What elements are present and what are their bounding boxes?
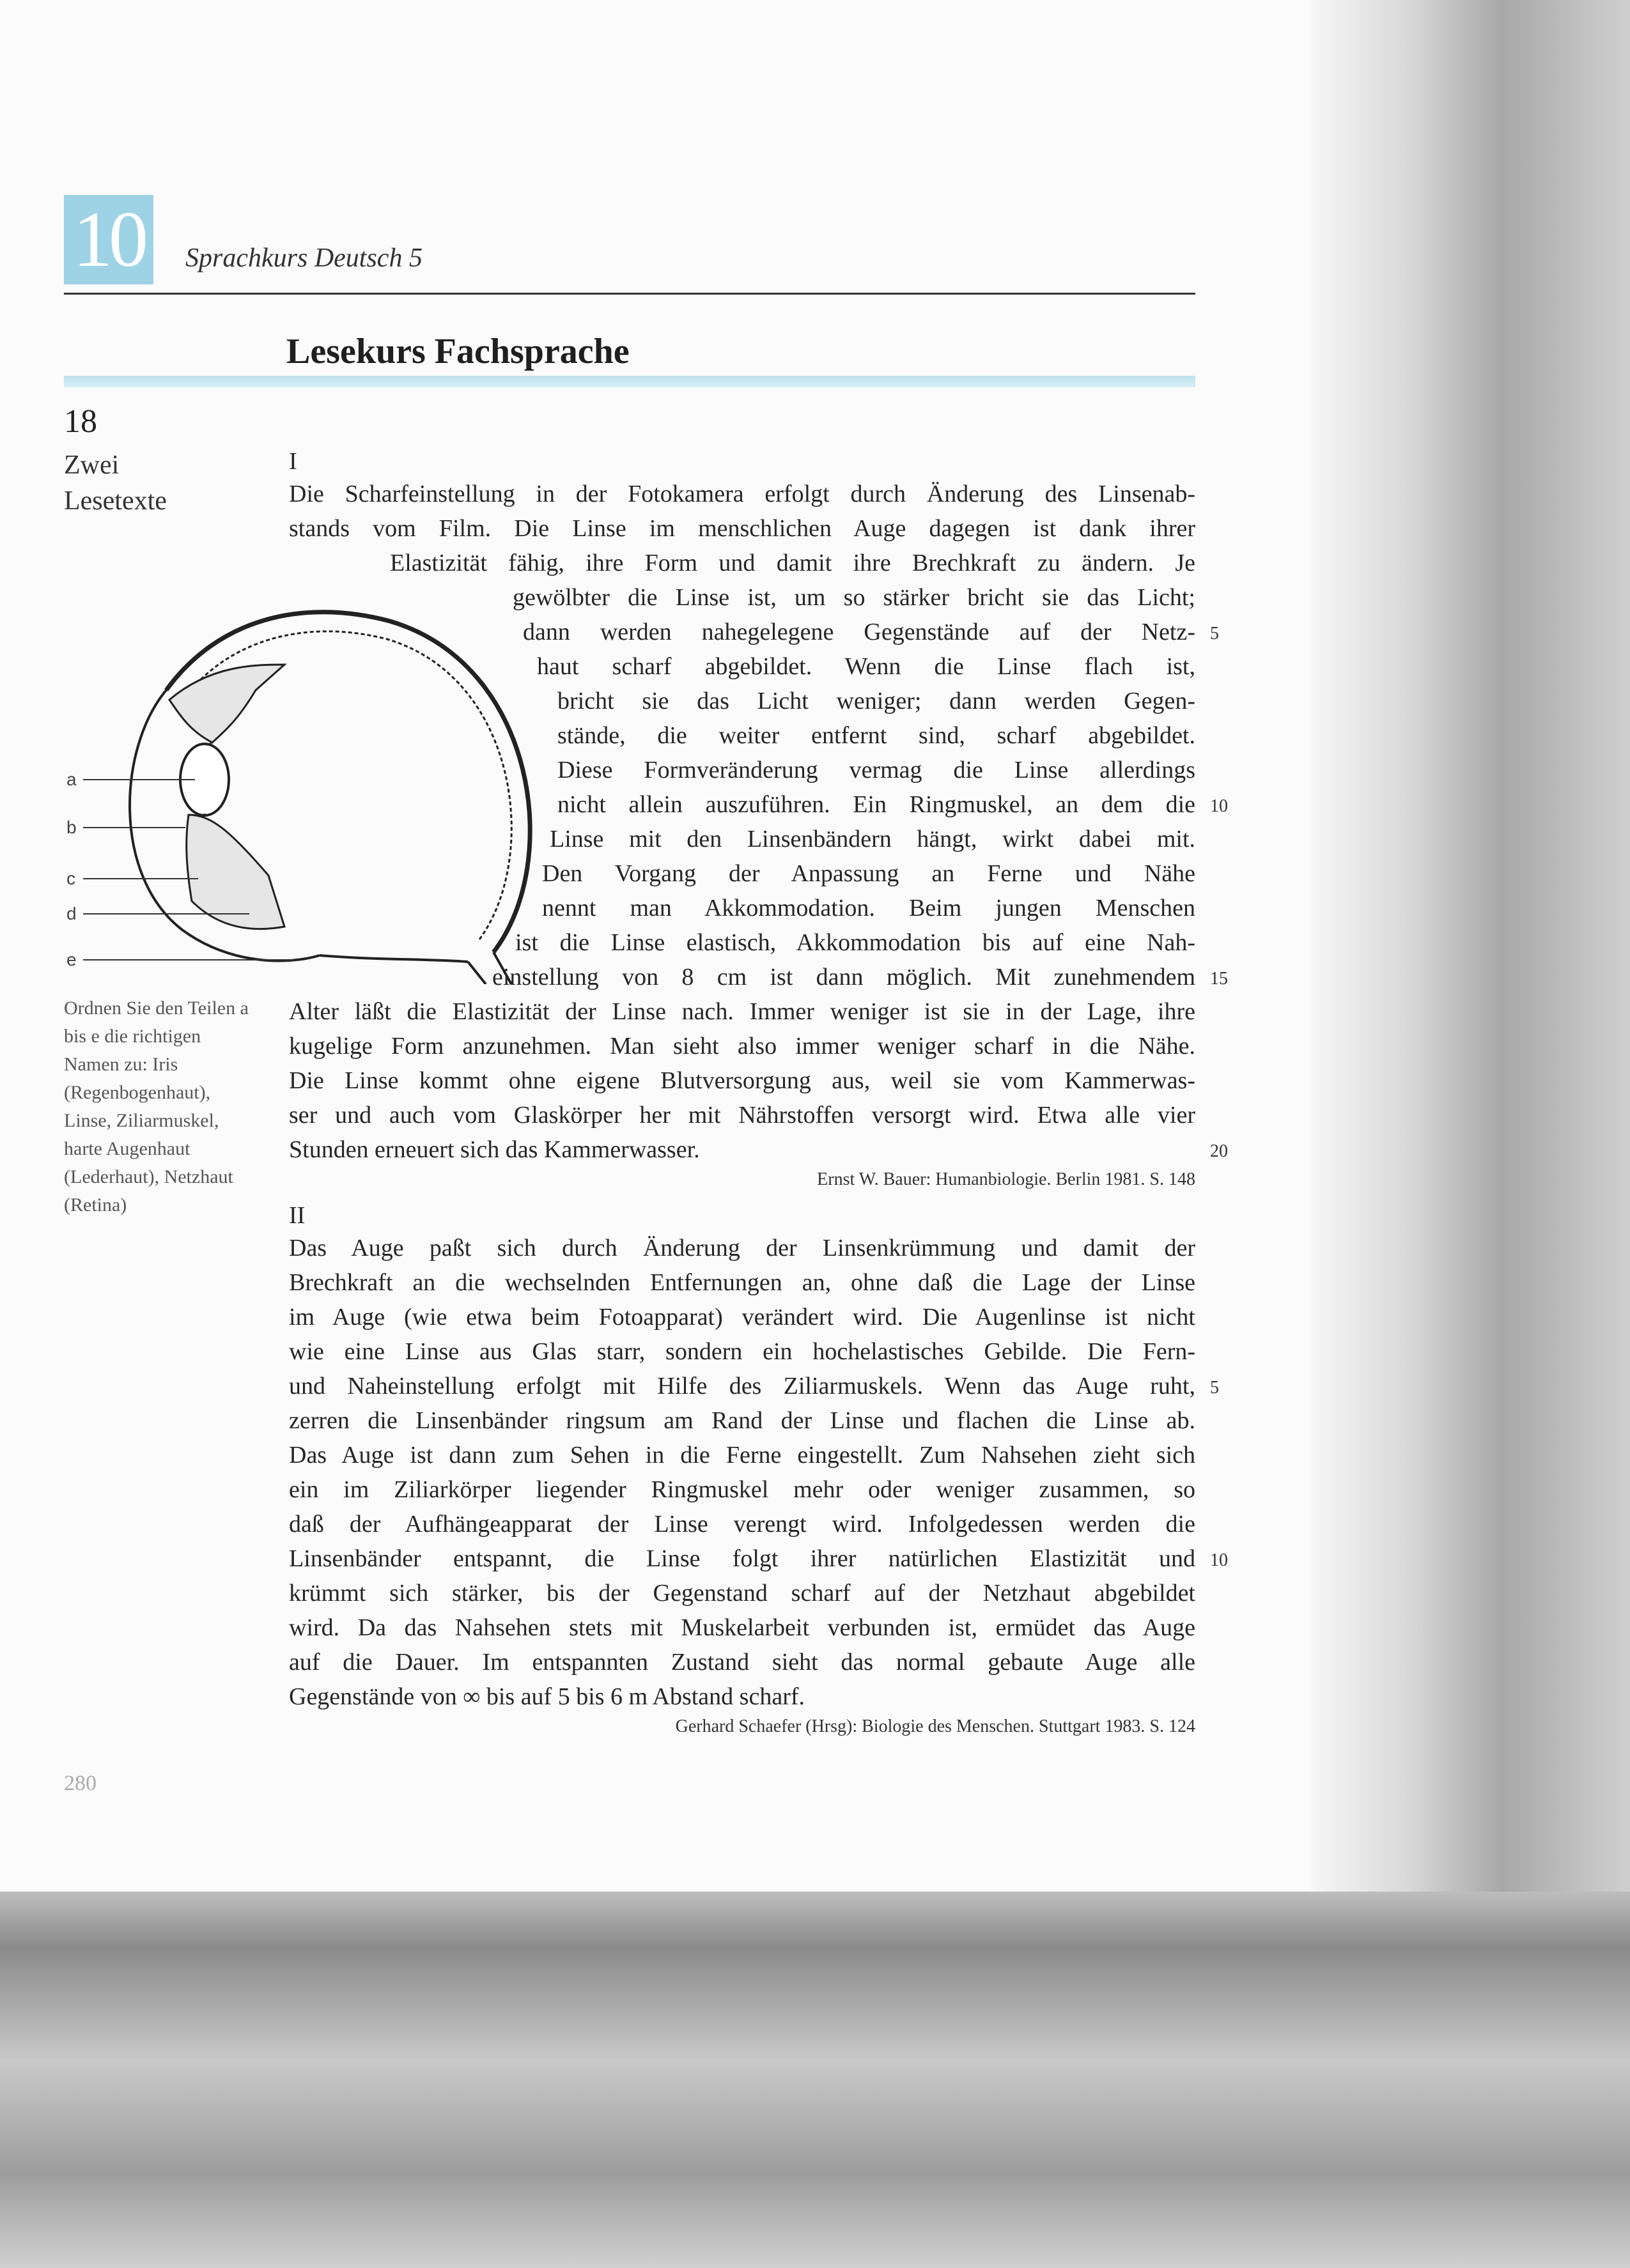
text2-line: Linsenbänder entspannt, die Linse folgt ihrer natürlichen Elastizität und — [289, 1545, 1195, 1572]
text2-line: krümmt sich stärker, bis der Gegenstand scharf auf der Netzhaut abgebildet — [289, 1580, 1195, 1607]
section-label-line1: Zwei — [64, 451, 120, 480]
line-number: 15 — [1210, 969, 1228, 989]
text2-line: Gegenstände von ∞ bis auf 5 bis 6 m Abstand scharf. — [289, 1683, 805, 1710]
line-number: 20 — [1210, 1141, 1228, 1161]
line-number: 10 — [1210, 796, 1228, 816]
section-number: 18 — [64, 403, 97, 440]
text1-line: einstellung von 8 cm ist dann möglich. Mit zunehmendem — [492, 964, 1195, 991]
text1-line: ist die Linse elastisch, Akkommodation bis auf eine Nah- — [515, 929, 1195, 956]
eye-label-d: d — [66, 904, 77, 923]
chapter-number: 10 — [73, 196, 144, 283]
text1-line: gewölbter die Linse ist, um so stärker bricht sie das Licht; — [513, 584, 1195, 611]
text2-line: zerren die Linsenbänder ringsum am Rand der Linse und flachen die Linse ab. — [289, 1407, 1195, 1434]
eye-label-b: b — [66, 817, 77, 837]
line-number: 5 — [1210, 624, 1219, 644]
text1-line: stands vom Film. Die Linse im menschlichen Auge dagegen ist dank ihrer — [289, 515, 1195, 542]
line-number: 5 — [1210, 1378, 1219, 1398]
eye-diagram — [64, 594, 543, 984]
text1-line: dann werden nahegelegene Gegenstände auf der Netz- — [523, 619, 1195, 645]
eye-label-c: c — [66, 868, 75, 888]
text1-line: nicht allein auszuführen. Ein Ringmuskel, an dem die — [557, 791, 1195, 818]
text1-line: Den Vorgang der Anpassung an Ferne und Nähe — [542, 860, 1195, 887]
text2-heading: II — [289, 1202, 306, 1229]
text1-source: Ernst W. Bauer: Humanbiologie. Berlin 1981. S. 148 — [817, 1169, 1195, 1189]
text2-line: im Auge (wie etwa beim Fotoapparat) verändert wird. Die Augenlinse ist nicht — [289, 1304, 1195, 1331]
text1-line: Linse mit den Linsenbändern hängt, wirkt dabei mit. — [550, 826, 1195, 852]
text1-line: haut scharf abgebildet. Wenn die Linse flach ist, — [537, 653, 1195, 680]
eye-label-e: e — [66, 950, 77, 969]
section-label — [64, 447, 167, 519]
line-number: 10 — [1210, 1550, 1228, 1570]
text1-line: bricht sie das Licht weniger; dann werden Gegen- — [557, 688, 1195, 714]
text1-line: kugelige Form anzunehmen. Man sieht also immer weniger scharf in die Nähe. — [289, 1033, 1195, 1060]
text1-line: Alter läßt die Elastizität der Linse nach. Immer weniger ist sie in der Lage, ihre — [289, 998, 1195, 1025]
text1-line: stände, die weiter entfernt sind, scharf abgebildet. — [557, 722, 1195, 749]
text1-line: Diese Formveränderung vermag die Linse allerdings — [557, 757, 1195, 783]
text1-line: ser und auch vom Glaskörper her mit Nährstoffen versorgt wird. Etwa alle vier — [289, 1102, 1195, 1129]
text1-heading: I — [289, 448, 297, 475]
text2-line: Das Auge paßt sich durch Änderung der Linsenkrümmung und damit der — [289, 1235, 1195, 1261]
text2-line: auf die Dauer. Im entspannten Zustand sieht das normal gebaute Auge alle — [289, 1649, 1195, 1676]
text1-line: Stunden erneuert sich das Kammerwasser. — [289, 1136, 700, 1163]
page-number: 280 — [64, 1771, 97, 1795]
text1-line: nennt man Akkommodation. Beim jungen Menschen — [542, 895, 1195, 922]
text2-line: Brechkraft an die wechselnden Entfernungen an, ohne daß die Lage der Linse — [289, 1269, 1195, 1296]
text2-line: daß der Aufhängeapparat der Linse verengt wird. Infolgedessen werden die — [289, 1511, 1195, 1538]
scan-shadow-bottom — [0, 1892, 1630, 2268]
text2-line: Das Auge ist dann zum Sehen in die Ferne eingestellt. Zum Nahsehen zieht sich — [289, 1442, 1195, 1469]
header-rule — [64, 293, 1195, 295]
text2-line: und Naheinstellung erfolgt mit Hilfe des Ziliarmuskels. Wenn das Auge ruht, — [289, 1373, 1195, 1400]
section-title: Lesekurs Fachsprache — [286, 332, 630, 371]
task-instruction: Ordnen Sie den Teilen a bis e die richtigen Namen zu: Iris (Regenbogenhaut), Linse, Ziliarmuskel, harte Augenhaut (Lederhaut), Netzhaut (Retina) — [64, 998, 249, 1215]
title-band — [64, 376, 1195, 387]
section-label-line2: Lesetexte — [64, 486, 167, 516]
text1-line: Die Linse kommt ohne eigene Blutversorgung aus, weil sie vom Kammerwas- — [289, 1067, 1195, 1094]
text2-line: ein im Ziliarkörper liegender Ringmuskel mehr oder weniger zusammen, so — [289, 1476, 1195, 1503]
eye-label-a: a — [66, 769, 77, 789]
text1-line: Elastizität fähig, ihre Form und damit ihre Brechkraft zu ändern. Je — [390, 550, 1195, 576]
text2-line: wird. Da das Nahsehen stets mit Muskelarbeit verbunden ist, ermüdet das Auge — [289, 1614, 1195, 1641]
text2-line: wie eine Linse aus Glas starr, sondern ein hochelastisches Gebilde. Die Fern- — [289, 1338, 1195, 1365]
text1-line: Die Scharfeinstellung in der Fotokamera erfolgt durch Änderung des Linsenab- — [289, 481, 1195, 507]
text2-source: Gerhard Schaefer (Hrsg): Biologie des Menschen. Stuttgart 1983. S. 124 — [675, 1716, 1195, 1736]
running-title: Sprachkurs Deutsch 5 — [185, 243, 423, 273]
